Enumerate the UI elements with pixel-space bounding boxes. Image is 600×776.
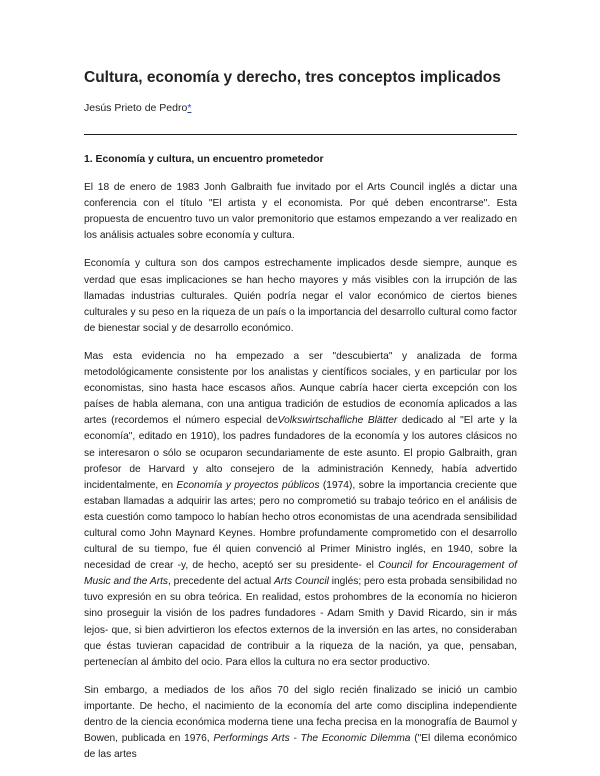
paragraph-1: El 18 de enero de 1983 Jonh Galbraith fue invitado por el Arts Council inglés a dictar una conferencia con el título "El artista y el economista. Por qué deben encontrarse". Esta propuesta de encuentro tuvo un valor premonitorio que estamos empezando a ver realizado en los análisis actuales sobre economía y cultura. — [84, 182, 517, 242]
horizontal-rule — [84, 134, 517, 135]
paragraph-3-text-c: (1974), sobre la importancia creciente que estaban llamadas a adquirir las artes; pero no comprometió su trabajo teórico en el análisis de esta cuestión como tampoco lo habían hecho otros economistas de una acendrada sensibilidad cultural como John Maynard Keynes. Hombre profundamente comprometido con el desarrollo cultural de su tiempo, fue él quien convenció al Primer Ministro inglés, en 1940, sobre la necesidad de crear -y, de hecho, aceptó ser su presidente- el — [84, 479, 517, 572]
paragraph-3-italic-d: Arts Council — [273, 576, 329, 588]
paragraph-4-text-b: ("El dilema económico de las artes — [84, 733, 517, 761]
paragraph-3 — [84, 349, 517, 671]
section-heading: 1. Economía y cultura, un encuentro prometedor — [84, 154, 324, 165]
document-body — [84, 152, 517, 775]
paragraph-3-text-a: Mas esta evidencia no ha empezado a ser "descubierta" y analizada de forma metodológicamente consistente por los analistas y científicos sociales, y en particular por los economistas, sino hasta hace escasos años. Aunque cabría hacer cierta excepción con los países de habla alemana, con una antigua tradición de estudios de economía aplicados a las artes (recordemos el número especial de — [84, 350, 517, 427]
paragraph-4 — [84, 683, 517, 763]
author-line — [84, 102, 191, 114]
document-title: Cultura, economía y derecho, tres conceptos implicados — [84, 69, 501, 86]
paragraph-3-italic-b: Economía y proyectos públicos — [176, 479, 320, 491]
paragraph-2: Economía y cultura son dos campos estrechamente implicados desde siempre, aunque es verdad que esas implicaciones se han hecho mayores y más visibles con la irrupción de las llamadas industrias culturales. Quién podría negar el valor económico de ciertos bienes culturales y su peso en la riqueza de un país o la importancia del desarrollo cultural como factor de bienestar social y de desarrollo económico. — [84, 258, 517, 334]
paragraph-4-text-a: Sin embargo, a mediados de los años 70 del siglo recién finalizado se inició un cambio importante. De hecho, el nacimiento de la economía del arte como disciplina independiente dentro de la ciencia económica moderna tiene una fecha precisa en la monografía de Baumol y Bowen, publicada en 1976, — [84, 684, 517, 745]
author-name: Jesús Prieto de Pedro — [84, 102, 188, 114]
paragraph-3-text-e: inglés; pero esta probada sensibilidad no tuvo expresión en su obra teórica. En realidad, estos prohombres de la economía no hicieron sino proseguir la visión de los padres fundadores - Adam Smith y David Ricardo, sin ir más lejos- que, si bien advirtieron los efectos externos de la inversión en las artes, no consideraban que éstas tuvieran capacidad de contribuir a la riqueza de la nación, ya que, pensaban, pertenecían al ámbito del ocio. Para ellos la cultura no era sector productivo. — [84, 576, 517, 668]
paragraph-3-italic-c: Council for Encouragement of Music and the Arts — [84, 560, 518, 588]
paragraph-4-italic-a: Performings Arts - The Economic Dilemma — [213, 733, 411, 745]
paragraph-3-italic-a: Volkswirtschafliche Blätter — [277, 415, 398, 427]
paragraph-3-text-d: , precedente del actual — [168, 576, 274, 588]
author-footnote-link[interactable]: * — [187, 102, 192, 114]
paragraph-3-text-b: dedicado al "El arte y la economía", editado en 1910), los padres fundadores de la economía y los autores clásicos no se interesaron o sólo se ocuparon secundariamente de este asunto. El propio Galbraith, gran profesor de Harvard y alto consejero de la administración Kennedy, había advertido incidentalmente, en — [84, 415, 518, 491]
